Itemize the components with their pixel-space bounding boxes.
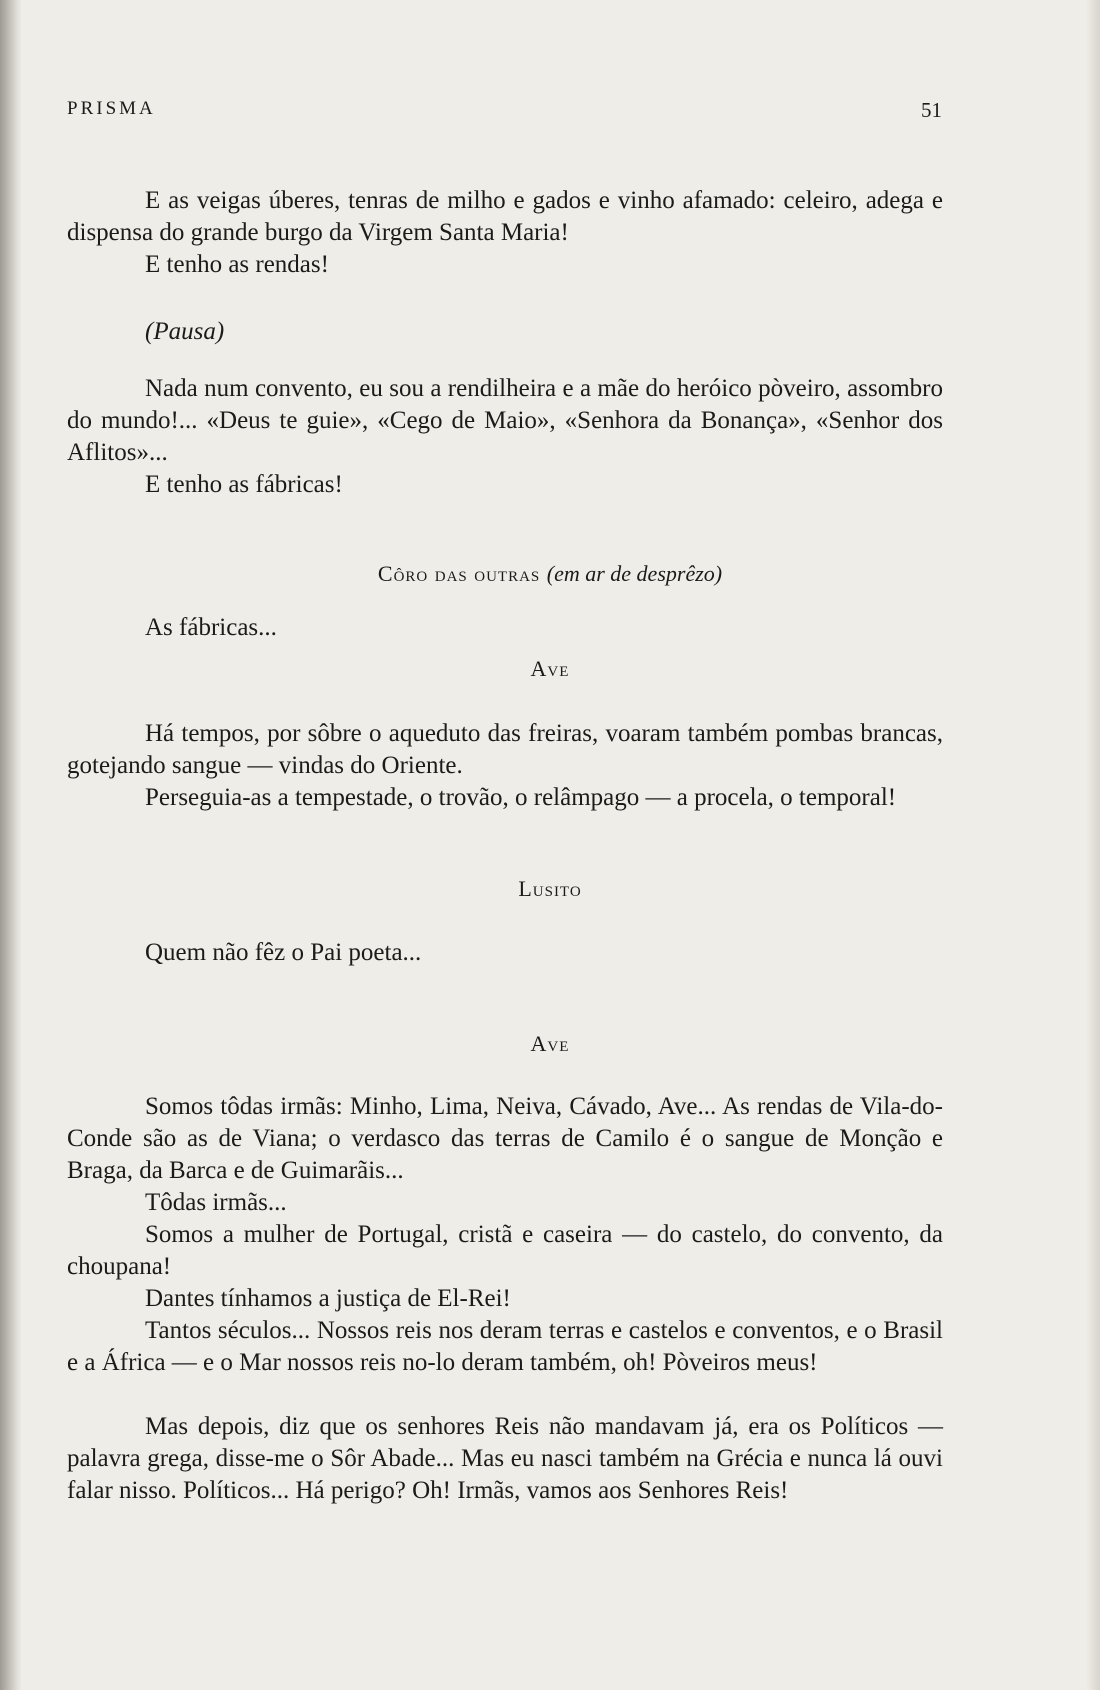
paragraph-veigas: E as veigas úberes, tenras de milho e gados e vinho afamado: celeiro, adega e dispensa do grande burgo da Virgem Santa Maria! <box>67 187 943 246</box>
paragraph-justica: Dantes tínhamos a justiça de El-Rei! <box>145 1285 511 1312</box>
speaker-coro-direction: (em ar de desprêzo) <box>546 561 723 586</box>
speaker-coro-name: Côro das outras <box>377 561 541 586</box>
paragraph-rendas: E tenho as rendas! <box>145 251 329 278</box>
page-edge-shadow <box>1086 0 1100 1690</box>
paragraph-fabricas: E tenho as fábricas! <box>145 471 343 498</box>
speaker-lusito: Lusito <box>518 876 582 901</box>
paragraph-pombas: Há tempos, por sôbre o aqueduto das freiras, voaram também pombas brancas, gotejando sangue — vindas do Oriente. <box>67 720 943 779</box>
paragraph-todas-irmas: Tôdas irmãs... <box>145 1189 287 1216</box>
running-head: PRISMA <box>67 98 156 119</box>
stage-direction-pausa: (Pausa) <box>145 318 225 345</box>
page-gutter-shadow <box>0 0 22 1690</box>
paragraph-tempestade: Perseguia-as a tempestade, o trovão, o relâmpago — a procela, o temporal! <box>145 784 897 811</box>
page-number: 51 <box>921 98 942 122</box>
paragraph-politicos: Mas depois, diz que os senhores Reis não mandavam já, era os Políticos — palavra grega, disse-me o Sôr Abade... Mas eu nasci também na Grécia e nunca lá ouvi falar nisso. Políticos... Há perigo? Oh! Irmãs, vamos aos Senhores Reis! <box>67 1413 943 1504</box>
paragraph-as-fabricas: As fábricas... <box>145 614 277 641</box>
speaker-ave-2: Ave <box>530 1031 570 1056</box>
paragraph-seculos: Tantos séculos... Nossos reis nos deram terras e castelos e conventos, e o Brasil e a África — e o Mar nossos reis no-lo deram também, oh! Pòveiros meus! <box>67 1317 943 1376</box>
speaker-coro <box>0 561 1100 587</box>
paragraph-mulher-portugal: Somos a mulher de Portugal, cristã e caseira — do castelo, do convento, da choupana! <box>67 1221 943 1280</box>
paragraph-pai-poeta: Quem não fêz o Pai poeta... <box>145 939 422 966</box>
paragraph-convento: Nada num convento, eu sou a rendilheira e a mãe do heróico pòveiro, assombro do mundo!... «Deus te guie», «Cego de Maio», «Senhora da Bonança», «Senhor dos Aflitos»... <box>67 375 943 466</box>
paragraph-irmas: Somos tôdas irmãs: Minho, Lima, Neiva, Cávado, Ave... As rendas de Vila-do-Conde são as de Viana; o verdasco das terras de Camilo é o sangue de Monção e Braga, da Barca e de Guimarãis... <box>67 1093 943 1184</box>
speaker-ave-1: Ave <box>530 656 570 681</box>
